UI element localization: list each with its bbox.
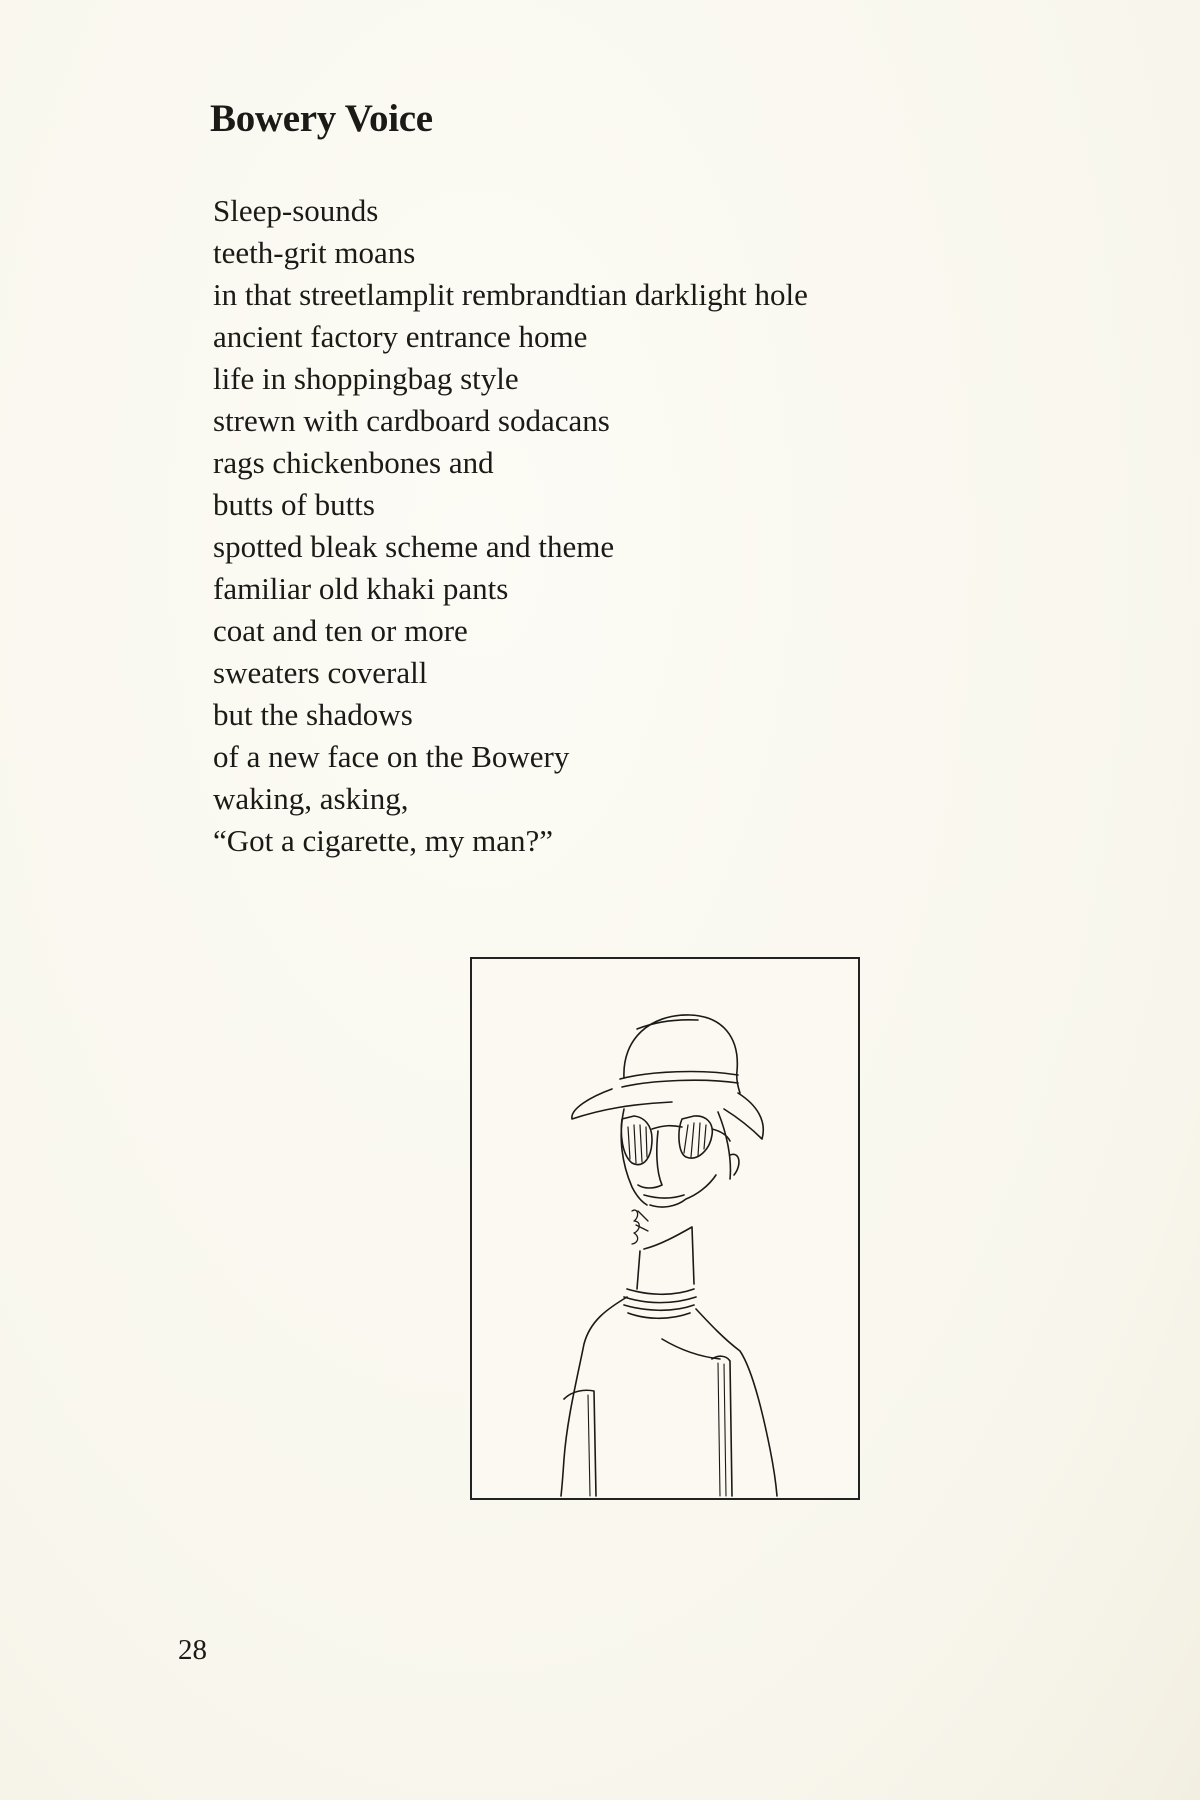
left-sleeve bbox=[564, 1390, 596, 1496]
poem-line: ancient factory entrance home bbox=[213, 319, 588, 354]
page-number: 28 bbox=[178, 1634, 207, 1666]
poem-line: teeth-grit moans bbox=[213, 235, 416, 270]
coat-right bbox=[696, 1309, 777, 1496]
poem-line: familiar old khaki pants bbox=[213, 571, 509, 606]
poem-line: butts of butts bbox=[213, 487, 375, 522]
poem-line: rags chickenbones and bbox=[213, 445, 494, 480]
man-in-hat-illustration bbox=[470, 957, 860, 1500]
poem-line: sweaters coverall bbox=[213, 655, 428, 690]
poem-body bbox=[213, 190, 808, 862]
poem-line: life in shoppingbag style bbox=[213, 361, 519, 396]
hat-brim bbox=[572, 1089, 672, 1119]
hat-band bbox=[620, 1072, 738, 1079]
poem-line: in that streetlamplit rembrandtian darklight hole bbox=[213, 277, 808, 312]
poem-line: spotted bleak scheme and theme bbox=[213, 529, 615, 564]
poem-line: waking, asking, bbox=[213, 781, 409, 816]
beard-scribble bbox=[632, 1210, 648, 1244]
line-drawing bbox=[472, 959, 858, 1498]
poem-line: but the shadows bbox=[213, 697, 413, 732]
right-sleeve bbox=[712, 1356, 732, 1496]
face-outline bbox=[621, 1109, 647, 1205]
poem-line: Sleep-sounds bbox=[213, 193, 379, 228]
neck bbox=[644, 1227, 694, 1284]
ear bbox=[730, 1154, 739, 1175]
poem-line: strewn with cardboard sodacans bbox=[213, 403, 610, 438]
poem-line: coat and ten or more bbox=[213, 613, 468, 648]
poem-line: of a new face on the Bowery bbox=[213, 739, 570, 774]
poem-title: Bowery Voice bbox=[210, 97, 433, 140]
glasses-bridge bbox=[652, 1126, 682, 1129]
poem-line: “Got a cigarette, my man?” bbox=[213, 823, 553, 858]
mouth bbox=[644, 1195, 684, 1198]
